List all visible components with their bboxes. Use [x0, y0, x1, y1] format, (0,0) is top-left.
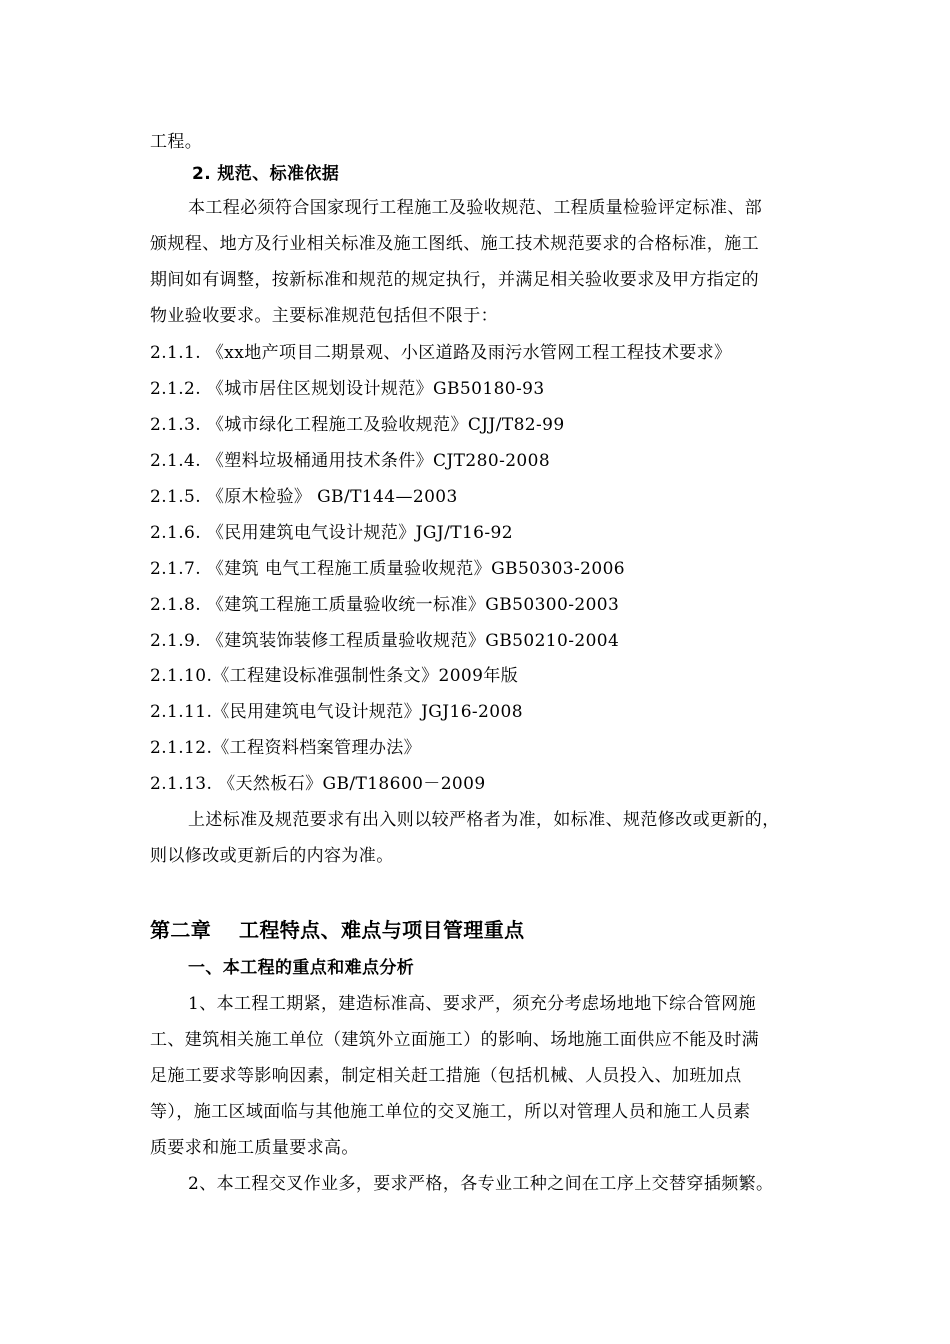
- section-heading: 一、本工程的重点和难点分析: [188, 958, 415, 978]
- standard-item: 2.1.3. 《城市绿化工程施工及验收规范》CJJ/T82-99: [150, 415, 565, 435]
- standard-item: 2.1.12.《工程资料档案管理办法》: [150, 738, 422, 758]
- paragraph-line: 足施工要求等影响因素，制定相关赶工措施（包括机械、人员投入、加班加点: [150, 1066, 742, 1086]
- paragraph-line: 上述标准及规范要求有出入则以较严格者为准，如标准、规范修改或更新的，: [188, 810, 780, 830]
- paragraph-line: 1、本工程工期紧，建造标准高、要求严，须充分考虑场地地下综合管网施: [188, 994, 757, 1014]
- paragraph-continuation: 工程。: [150, 132, 203, 152]
- paragraph-line: 质要求和施工质量要求高。: [150, 1138, 359, 1158]
- standard-item: 2.1.4. 《塑料垃圾桶通用技术条件》CJT280-2008: [150, 451, 551, 471]
- standard-item: 2.1.8. 《建筑工程施工质量验收统一标准》GB50300-2003: [150, 595, 620, 615]
- paragraph-line: 则以修改或更新后的内容为准。: [150, 846, 394, 866]
- standard-item: 2.1.5. 《原木检验》 GB/T144—2003: [150, 487, 458, 507]
- paragraph-line: 2、本工程交叉作业多，要求严格，各专业工种之间在工序上交替穿插频繁。: [188, 1174, 774, 1194]
- standard-item: 2.1.9. 《建筑装饰装修工程质量验收规范》GB50210-2004: [150, 631, 620, 651]
- section-heading: 2. 规范、标准依据: [192, 164, 340, 184]
- chapter-title: 第二章 工程特点、难点与项目管理重点: [150, 918, 525, 942]
- paragraph-line: 物业验收要求。主要标准规范包括但不限于：: [150, 306, 498, 326]
- standard-item: 2.1.11.《民用建筑电气设计规范》JGJ16-2008: [150, 702, 523, 722]
- standard-item: 2.1.13. 《天然板石》GB/T18600－2009: [150, 774, 486, 794]
- standard-item: 2.1.6. 《民用建筑电气设计规范》JGJ/T16-92: [150, 523, 513, 543]
- paragraph-line: 本工程必须符合国家现行工程施工及验收规范、工程质量检验评定标准、部: [188, 198, 763, 218]
- paragraph-line: 期间如有调整，按新标准和规范的规定执行，并满足相关验收要求及甲方指定的: [150, 270, 759, 290]
- paragraph-line: 颁规程、地方及行业相关标准及施工图纸、施工技术规范要求的合格标准，施工: [150, 234, 759, 254]
- standard-item: 2.1.2. 《城市居住区规划设计规范》GB50180-93: [150, 379, 545, 399]
- standard-item: 2.1.10.《工程建设标准强制性条文》2009年版: [150, 666, 519, 686]
- standard-item: 2.1.1. 《xx地产项目二期景观、小区道路及雨污水管网工程工程技术要求》: [150, 343, 732, 363]
- paragraph-line: 等），施工区域面临与其他施工单位的交叉施工，所以对管理人员和施工人员素: [150, 1102, 751, 1122]
- paragraph-line: 工、建筑相关施工单位（建筑外立面施工）的影响、场地施工面供应不能及时满: [150, 1030, 759, 1050]
- standard-item: 2.1.7. 《建筑 电气工程施工质量验收规范》GB50303-2006: [150, 559, 626, 579]
